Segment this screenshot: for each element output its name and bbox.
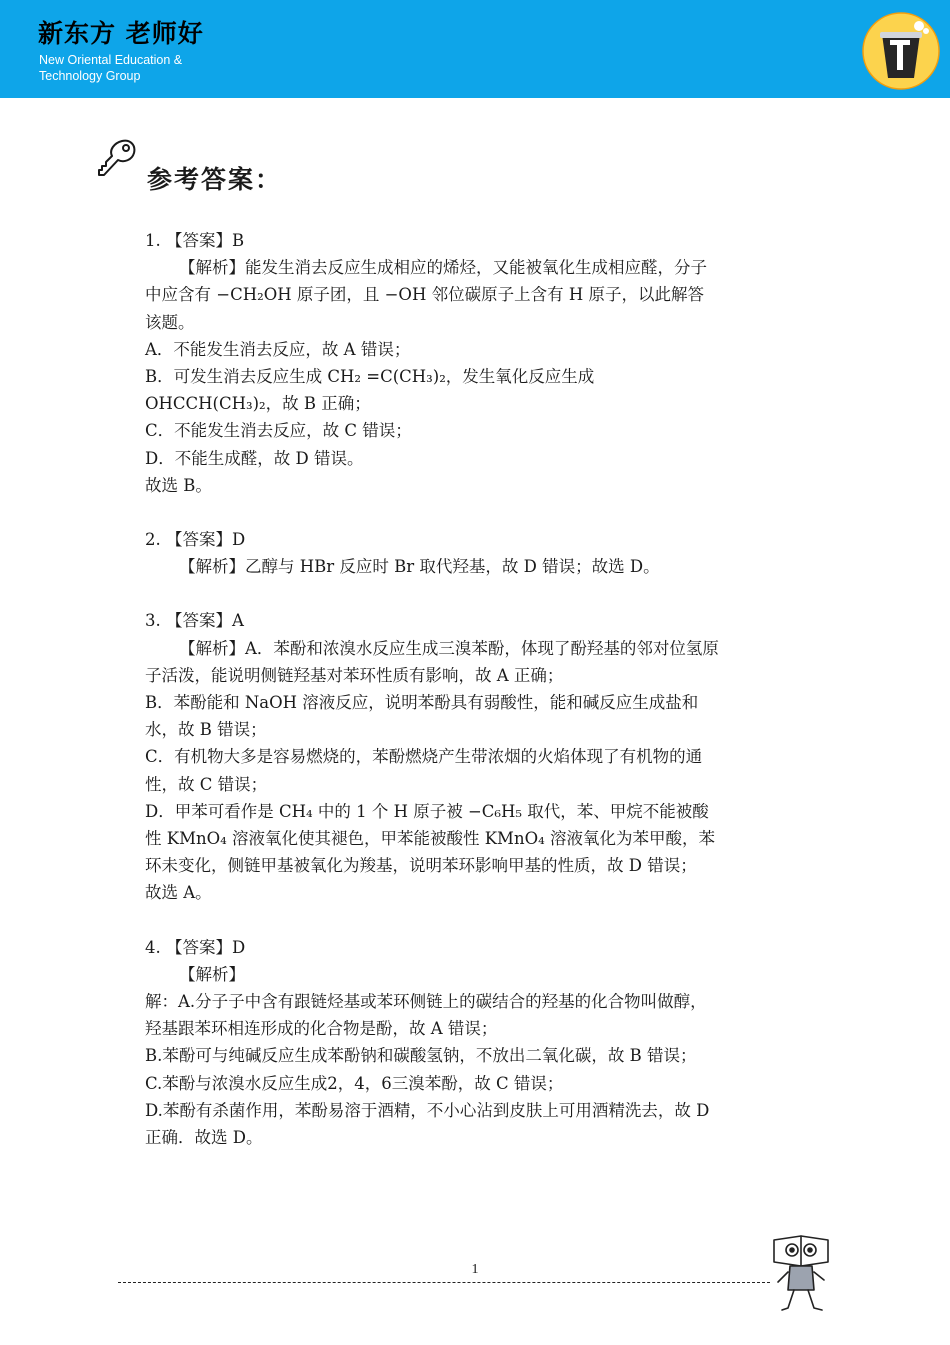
q1-answer: 1. 【答案】B: [145, 231, 245, 250]
q1-option-b: B．可发生消去反应生成 CH₂ =C(CH₃)₂，发生氧化反应生成: [145, 367, 595, 387]
brand-en-line1: New Oriental Education &: [39, 53, 183, 67]
q1-conclusion: 故选 B。: [145, 475, 212, 495]
key-icon: [92, 135, 140, 183]
page-number: 1: [471, 1262, 479, 1277]
q3-option-d: D．甲苯可看作是 CH₄ 中的 1 个 H 原子被 −C₆H₅ 取代，苯、甲烷不能被酸: [145, 801, 709, 821]
q3-option-b-cont: 水，故 B 错误；: [145, 720, 267, 740]
q4-analysis-label: 【解析】: [179, 964, 245, 984]
q3-option-b: B．苯酚能和 NaOH 溶液反应，说明苯酚具有弱酸性，能和碱反应生成盐和: [145, 693, 699, 713]
q2-answer: 2. 【答案】D: [145, 530, 246, 550]
mascot-icon: [768, 1232, 834, 1316]
q4-analysis-line: 解：A.分子子中含有跟链烃基或苯环侧链上的碳结合的羟基的化合物叫做醇，: [145, 992, 707, 1012]
brand-name-en: [39, 52, 182, 84]
q1-analysis-line: 该题。: [145, 312, 195, 332]
q1-analysis-line: 【解析】能发生消去反应生成相应的烯烃，又能被氧化生成相应醛，分子: [179, 258, 707, 278]
page-title: 参考答案：: [147, 165, 283, 194]
q1-option-d: D．不能生成醛，故 D 错误。: [145, 448, 364, 468]
q4-option-b: B.苯酚可与纯碱反应生成苯酚钠和碳酸氢钠，不放出二氧化碳，故 B 错误；: [145, 1046, 697, 1066]
q3-analysis-line: 【解析】A．苯酚和浓溴水反应生成三溴苯酚，体现了酚羟基的邻对位氢原: [179, 638, 719, 658]
q3-option-d-cont: 环未变化，侧链甲基被氧化为羧基，说明苯环影响甲基的性质，故 D 错误；: [145, 856, 697, 876]
q4-analysis-line: 羟基跟苯环相连形成的化合物是酚，故 A 错误；: [145, 1019, 498, 1039]
q3-conclusion: 故选 A。: [145, 883, 212, 903]
q4-answer: 4. 【答案】D: [145, 937, 246, 957]
q4-option-c: C.苯酚与浓溴水反应生成2，4，6三溴苯酚，故 C 错误；: [145, 1073, 564, 1093]
q4-option-d: D.苯酚有杀菌作用，苯酚易溶于酒精，不小心沾到皮肤上可用酒精洗去，故 D: [145, 1100, 710, 1120]
q3-option-d-cont: 性 KMnO₄ 溶液氧化使其褪色，甲苯能被酸性 KMnO₄ 溶液氧化为苯甲酸，苯: [145, 829, 715, 849]
q4-conclusion: 正确．故选 D。: [145, 1128, 263, 1148]
q1-analysis-line: 中应含有 −CH₂OH 原子团，且 −OH 邻位碳原子上含有 H 原子，以此解答: [145, 285, 704, 305]
q3-analysis-line: 子活泼，能说明侧链羟基对苯环性质有影响，故 A 正确；: [145, 665, 564, 685]
q3-option-c-cont: 性，故 C 错误；: [145, 774, 268, 794]
logo-icon: [862, 12, 940, 90]
q1-option-c: C．不能发生消去反应，故 C 错误；: [145, 421, 412, 441]
footer-divider: [118, 1282, 770, 1283]
header-bar: [0, 0, 950, 98]
q2-analysis: 【解析】乙醇与 HBr 反应时 Br 取代羟基，故 D 错误；故选 D。: [179, 557, 660, 577]
brand-en-line2: Technology Group: [39, 69, 141, 83]
q1-option-a: A．不能发生消去反应，故 A 错误；: [145, 339, 411, 359]
q3-answer: 3. 【答案】A: [145, 611, 244, 631]
q1-option-b-cont: OHCCH(CH₃)₂，故 B 正确；: [145, 394, 371, 414]
answer-content: [145, 227, 810, 1151]
brand-name-cn: 新东方 老师好: [38, 19, 204, 48]
q3-option-c: C．有机物大多是容易燃烧的，苯酚燃烧产生带浓烟的火焰体现了有机物的通: [145, 747, 703, 767]
